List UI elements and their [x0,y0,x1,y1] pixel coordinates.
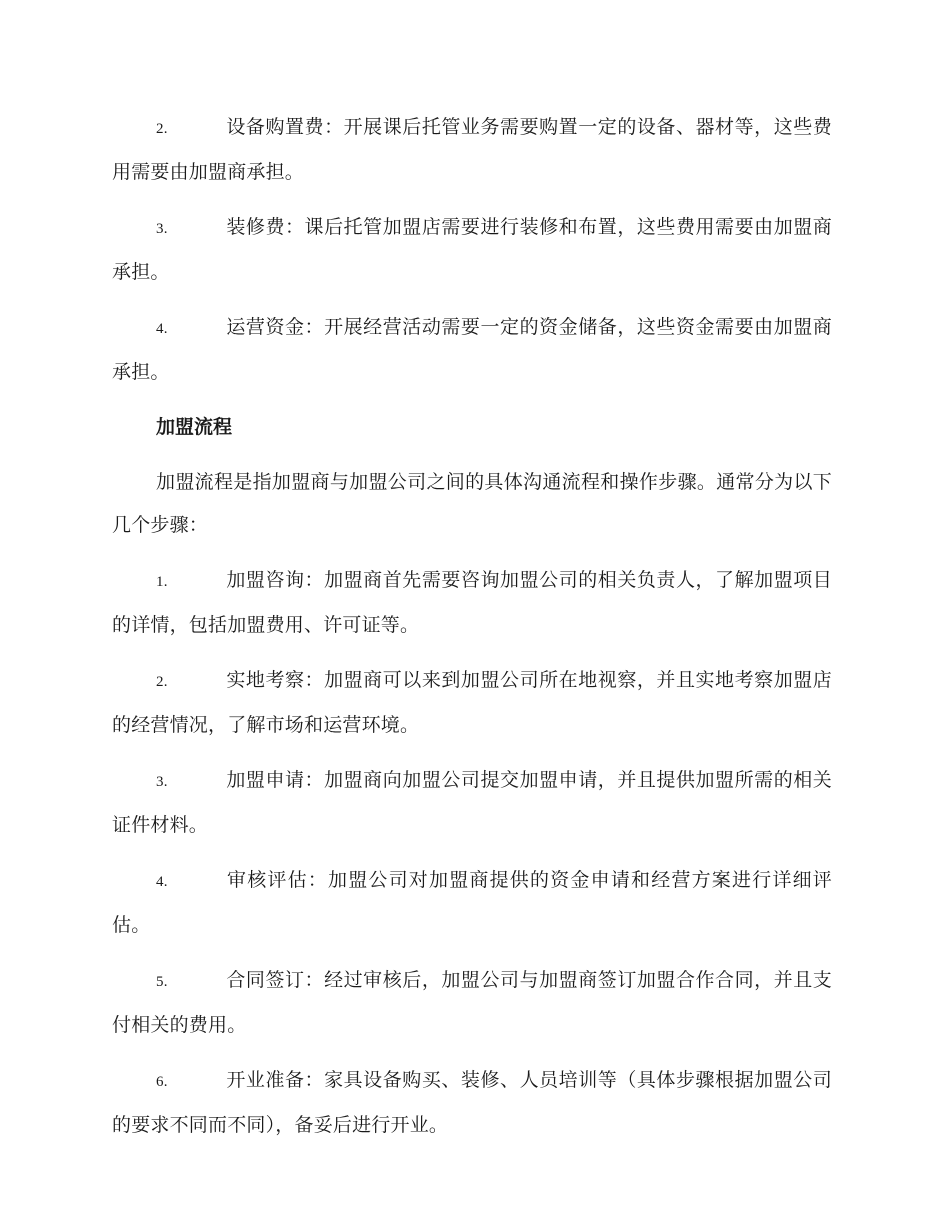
cost-item [112,106,832,194]
step-number: 5. [156,974,168,990]
step-text: 实地考察：加盟商可以来到加盟公司所在地视察，并且实地考察加盟店的经营情况，了解市场和运营环境。 [112,669,832,736]
item-text: 运营资金：开展经营活动需要一定的资金储备，这些资金需要由加盟商承担。 [112,316,832,383]
process-step [112,659,832,747]
item-text: 设备购置费：开展课后托管业务需要购置一定的设备、器材等，这些费用需要由加盟商承担。 [112,116,832,183]
step-text: 开业准备：家具设备购买、装修、人员培训等（具体步骤根据加盟公司的要求不同而不同），备妥后进行开业。 [112,1069,832,1136]
step-text: 合同签订：经过审核后，加盟公司与加盟商签订加盟合作合同，并且支付相关的费用。 [112,969,832,1036]
step-text: 加盟咨询：加盟商首先需要咨询加盟公司的相关负责人，了解加盟项目的详情，包括加盟费用、许可证等。 [112,569,832,636]
process-step [112,959,832,1047]
step-text: 审核评估：加盟公司对加盟商提供的资金申请和经营方案进行详细评估。 [112,869,832,936]
step-number: 2. [156,674,168,690]
section-intro: 加盟流程是指加盟商与加盟公司之间的具体沟通流程和操作步骤。通常分为以下几个步骤： [112,471,832,536]
process-step [112,1059,832,1147]
document-page [112,106,832,1159]
step-number: 4. [156,874,168,890]
item-text: 装修费：课后托管加盟店需要进行装修和布置，这些费用需要由加盟商承担。 [112,216,832,283]
step-text: 加盟申请：加盟商向加盟公司提交加盟申请，并且提供加盟所需的相关证件材料。 [112,769,832,836]
cost-item [112,306,832,394]
process-step [112,559,832,647]
section-heading: 加盟流程 [156,416,233,438]
item-number: 4. [156,321,168,337]
process-step [112,759,832,847]
step-number: 6. [156,1074,168,1090]
cost-item [112,206,832,294]
item-number: 3. [156,221,168,237]
step-number: 1. [156,574,168,590]
process-step [112,859,832,947]
step-number: 3. [156,774,168,790]
item-number: 2. [156,121,168,137]
